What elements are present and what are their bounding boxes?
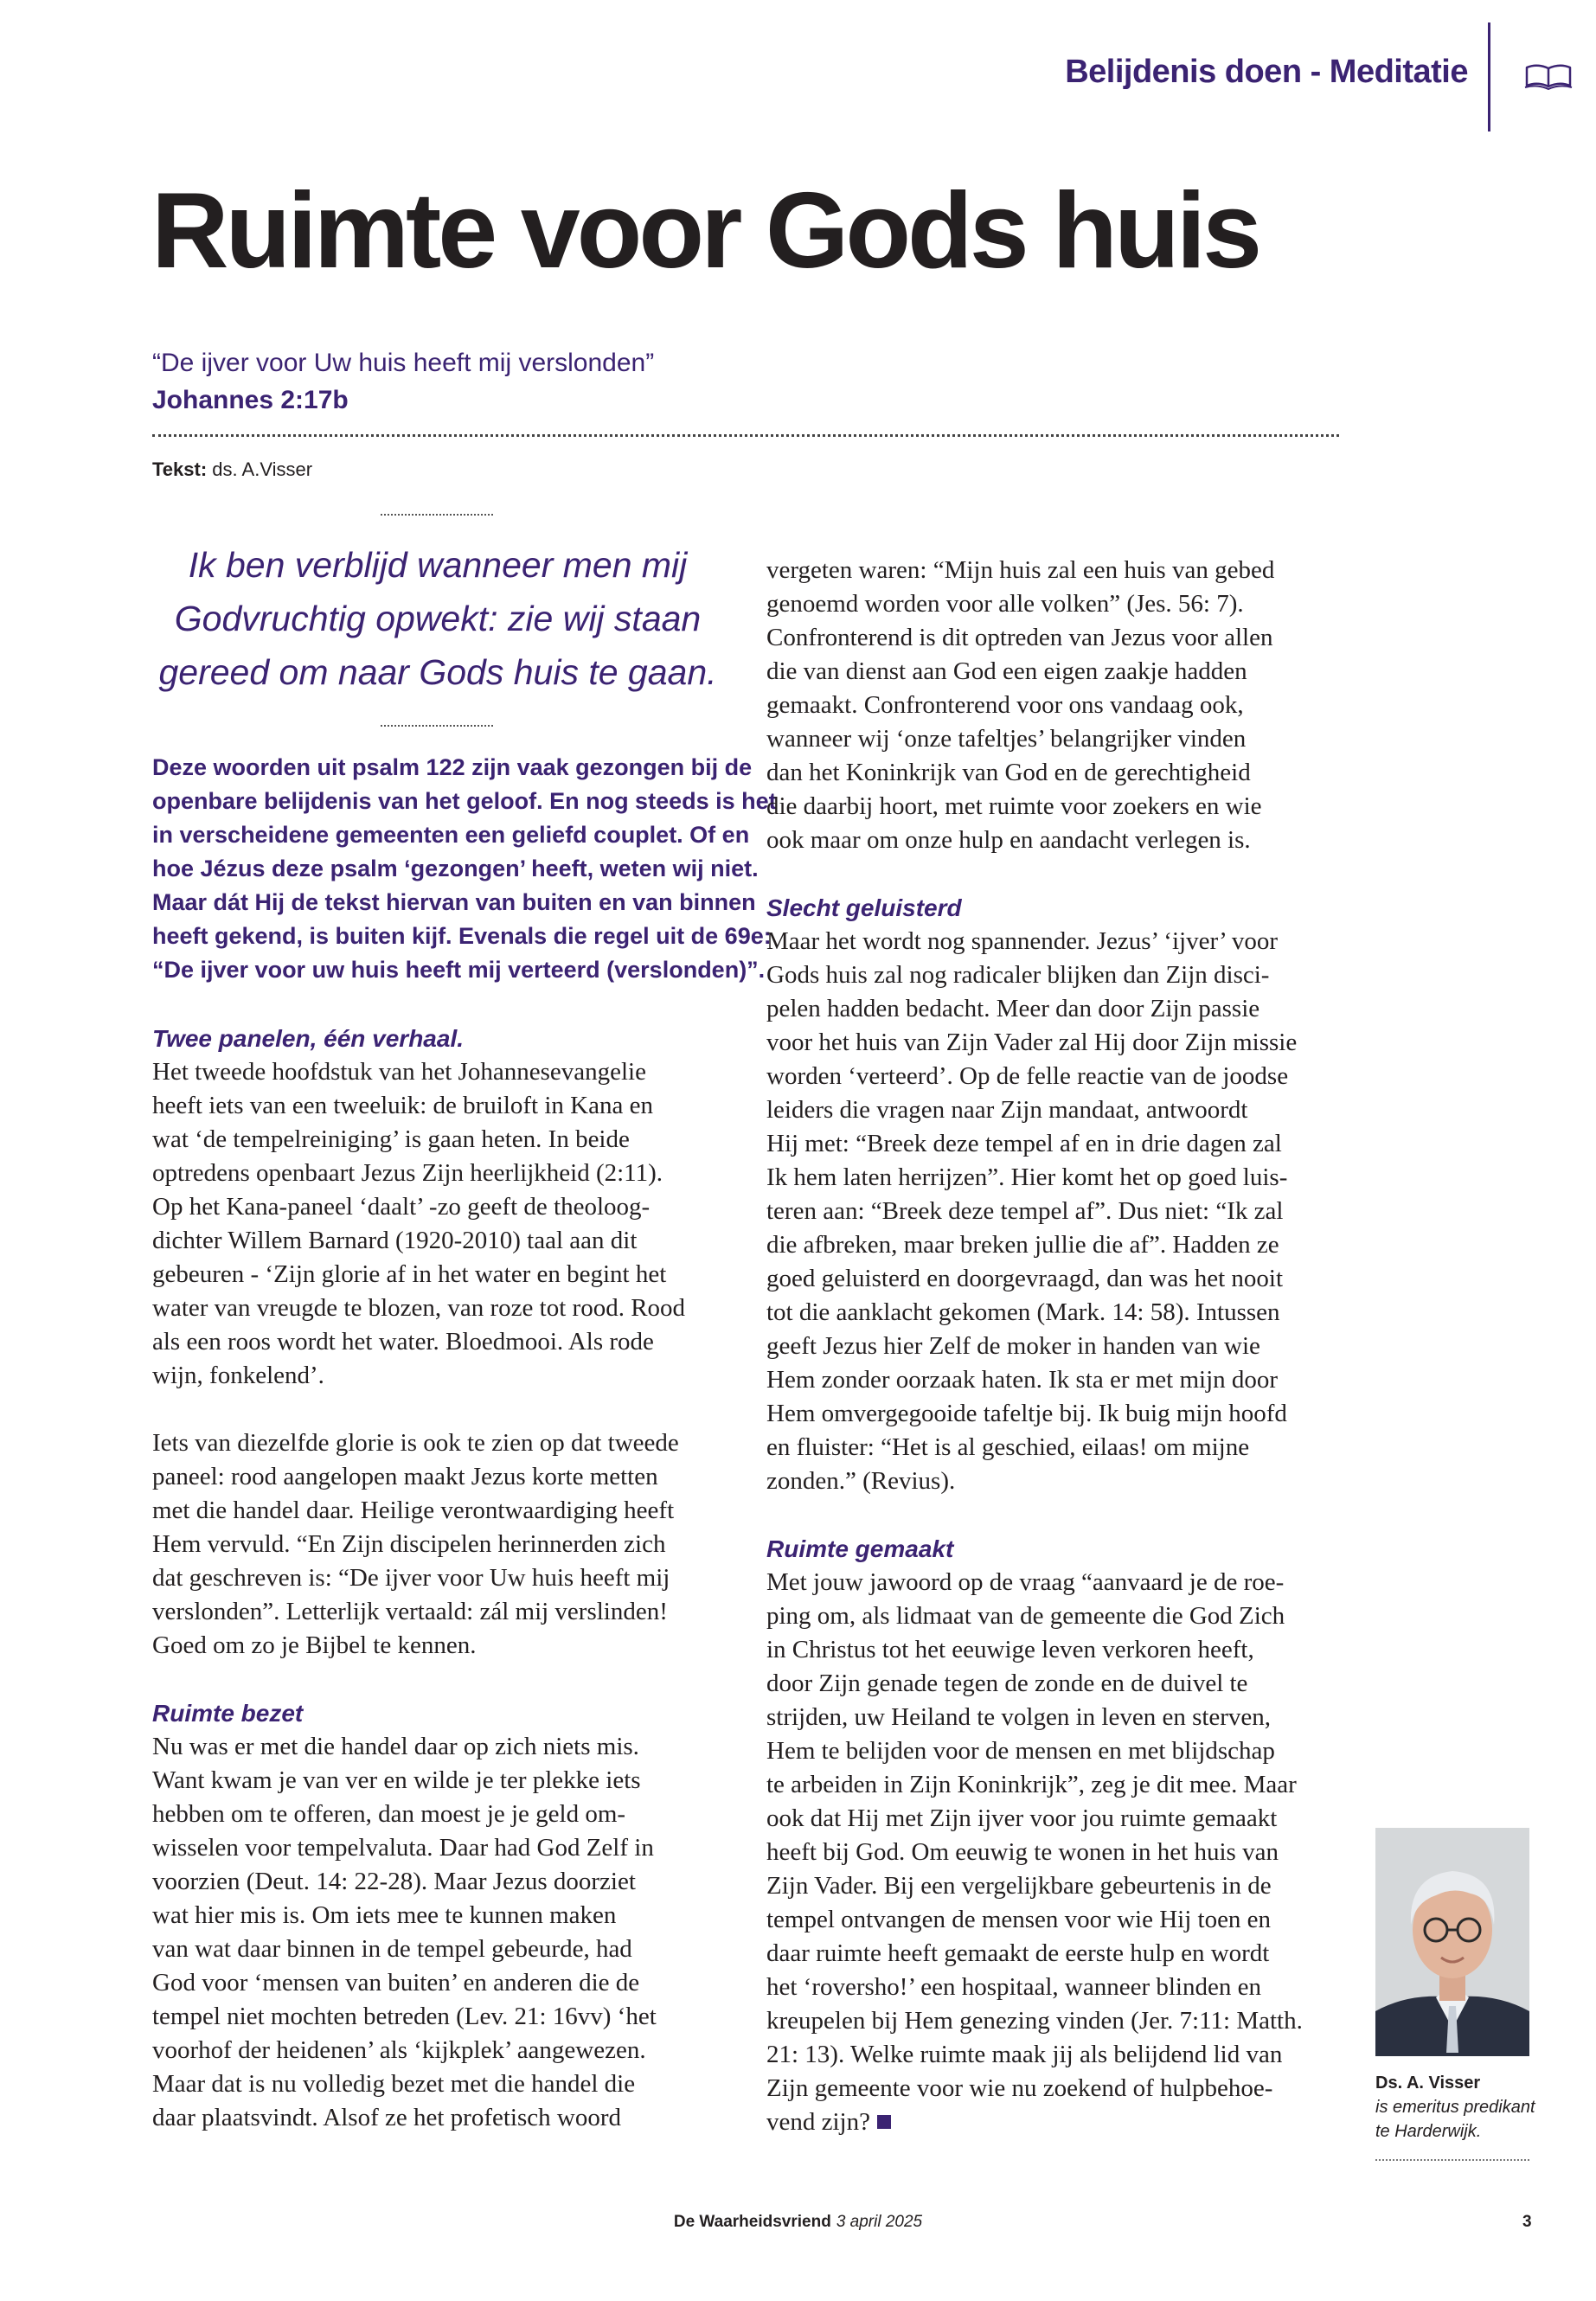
body-line: tempel ontvangen de mensen voor wie Hij toen en [766, 1906, 1272, 1933]
body-line: geeft Jezus hier Zelf de moker in handen van wie [766, 1332, 1260, 1360]
body-line: en fluister: “Het is al geschied, eilaas! om mijne [766, 1433, 1250, 1461]
intro-line: “De ijver voor uw huis heeft mij verteerd (verslonden)”. [152, 957, 766, 983]
body-line: hebben om te offeren, dan moest je je geld om- [152, 1800, 626, 1828]
intro-line: Deze woorden uit psalm 122 zijn vaak gezongen bij de [152, 754, 753, 780]
body-line: dichter Willem Barnard (1920-2010) taal aan dit [152, 1227, 638, 1254]
intro-line: in verscheidene gemeenten een geliefd couplet. Of en [152, 822, 750, 848]
body-line: ook dat Hij met Zijn ijver voor jou ruimte gemaakt [766, 1804, 1278, 1832]
body-line: door Zijn genade tegen de zonde en de duivel te [766, 1670, 1248, 1697]
body-line: tempel niet mochten betreden (Lev. 21: 16vv) ‘het [152, 2003, 657, 2030]
section-label: Belijdenis doen - Meditatie [1065, 54, 1468, 90]
end-mark-icon [877, 2115, 891, 2129]
caption-divider [1375, 2159, 1529, 2161]
body-line: dan het Koninkrijk van God en de gerechtigheid [766, 759, 1251, 786]
body-line: water van vreugde te blozen, van roze tot rood. Rood [152, 1294, 686, 1322]
body-line: ook maar om onze hulp en aandacht verlegen is. [766, 826, 1251, 854]
pullquote-bottom-dots [381, 725, 493, 727]
intro-line: hoe Jézus deze psalm ‘gezongen’ heeft, weten wij niet. [152, 856, 759, 881]
body-line: 21: 13). Welke ruimte maak jij als belijdend lid van [766, 2041, 1283, 2068]
page-footer [0, 2213, 1596, 2232]
body-line: Maar dat is nu volledig bezet met die handel die [152, 2070, 636, 2098]
body-line: Hij met: “Breek deze tempel af en in drie dagen zal [766, 1130, 1282, 1157]
body-line: Gods huis zal nog radicaler blijken dan Zijn disci- [766, 961, 1270, 989]
author-name: Ds. A. Visser [1375, 2073, 1481, 2093]
body-line-last [766, 2106, 1303, 2139]
byline [152, 458, 312, 481]
article-title: Ruimte voor Gods huis [151, 171, 1259, 291]
open-book-icon [1524, 62, 1573, 90]
body-line: daar ruimte heeft gemaakt de eerste hulp en wordt [766, 1939, 1270, 1967]
section-heading: Ruimte gemaakt [766, 1535, 954, 1562]
pullquote-line: Ik ben verblijd wanneer men mij [188, 545, 688, 585]
body-line: genoemd worden voor alle volken” (Jes. 56: 7). [766, 590, 1244, 618]
body-line: voorhof der heidenen’ als ‘kijkplek’ aangewezen. [152, 2036, 646, 2064]
body-line: met die handel daar. Heilige verontwaardiging heeft [152, 1497, 675, 1524]
body-line: tot die aanklacht gekomen (Mark. 14: 58). Intussen [766, 1298, 1280, 1326]
body-line: te arbeiden in Zijn Koninkrijk”, zeg je dit mee. Maar [766, 1771, 1297, 1798]
body-line: Zijn gemeente voor wie nu zoekend of hulpbehoe- [766, 2074, 1273, 2102]
right-column [766, 554, 1303, 2139]
intro-paragraph [152, 751, 777, 987]
body-line: als een roos wordt het water. Bloedmooi. Als rode [152, 1328, 654, 1356]
left-column [152, 1022, 685, 2135]
body-line: ping om, als lidmaat van de gemeente die God Zich [766, 1602, 1285, 1630]
body-line: Hem te belijden voor de mensen en met blijdschap [766, 1737, 1275, 1765]
body-line: in Christus tot het eeuwige leven verkoren heeft, [766, 1636, 1254, 1663]
body-line: van wat daar binnen in de tempel gebeurde, had [152, 1935, 632, 1963]
byline-label: Tekst: [152, 458, 208, 480]
body-line: pelen hadden bedacht. Meer dan door Zijn passie [766, 995, 1260, 1022]
body-line: wanneer wij ‘onze tafeltjes’ belangrijker vinden [766, 725, 1247, 753]
author-role: is emeritus predikant [1375, 2098, 1535, 2117]
body-line: Goed om zo je Bijbel te kennen. [152, 1631, 477, 1659]
body-line: verslonden”. Letterlijk vertaald: zál mij verslinden! [152, 1598, 668, 1625]
body-line: die afbreken, maar breken jullie die af”. Hadden ze [766, 1231, 1279, 1259]
body-line: Want kwam je van ver en wilde je ter plekke iets [152, 1766, 641, 1794]
body-line: Nu was er met die handel daar op zich niets mis. [152, 1733, 639, 1760]
section-heading: Slecht geluisterd [766, 894, 962, 921]
body-line: God voor ‘mensen van buiten’ en anderen die de [152, 1969, 640, 1997]
body-line: leiders die vragen naar Zijn mandaat, antwoordt [766, 1096, 1248, 1124]
page-number: 3 [1522, 2213, 1532, 2231]
body-line: teren aan: “Breek deze tempel af”. Dus niet: “Ik zal [766, 1197, 1284, 1225]
body-line: dat geschreven is: “De ijver voor Uw huis heeft mij [152, 1564, 670, 1592]
body-line-text: vend zijn? [766, 2108, 870, 2136]
body-line: die van dienst aan God een eigen zaakje hadden [766, 657, 1247, 685]
body-line: Iets van diezelfde glorie is ook te zien op dat tweede [152, 1429, 679, 1457]
body-line: die daarbij hoort, met ruimte voor zoekers en wie [766, 792, 1262, 820]
pullquote-top-dots [381, 514, 493, 516]
section-heading: Ruimte bezet [152, 1700, 304, 1727]
author-location: te Harderwijk. [1375, 2122, 1482, 2141]
body-line: Confronterend is dit optreden van Jezus voor allen [766, 624, 1273, 651]
pullquote [152, 538, 723, 699]
body-line: wat ‘de tempelreiniging’ is gaan heten. In beide [152, 1125, 630, 1153]
body-line: vergeten waren: “Mijn huis zal een huis van gebed [766, 556, 1275, 584]
pullquote-line: gereed om naar Gods huis te gaan. [158, 652, 717, 692]
body-line: gebeuren - ‘Zijn glorie af in het water en begint het [152, 1260, 667, 1288]
dotted-divider [152, 434, 1339, 437]
author-photo [1375, 1828, 1529, 2056]
body-line: voor het huis van Zijn Vader zal Hij door Zijn missie [766, 1029, 1298, 1056]
body-line: Met jouw jawoord op de vraag “aanvaard je de roe- [766, 1568, 1285, 1596]
body-line: Hem zonder oorzaak haten. Ik sta er met mijn door [766, 1366, 1279, 1394]
body-line: worden ‘verteerd’. Op de felle reactie van de joodse [766, 1062, 1289, 1090]
body-line: Ik hem laten herrijzen”. Hier komt het op goed luis- [766, 1163, 1288, 1191]
body-line: Het tweede hoofdstuk van het Johannesevangelie [152, 1058, 646, 1086]
body-line: Zijn Vader. Bij een vergelijkbare gebeurtenis in de [766, 1872, 1272, 1900]
body-line: strijden, uw Heiland te volgen in leven en sterven, [766, 1703, 1272, 1731]
intro-line: openbare belijdenis van het geloof. En nog steeds is het [152, 788, 777, 814]
body-line: wijn, fonkelend’. [152, 1362, 324, 1389]
body-line: Op het Kana-paneel ‘daalt’ -zo geeft de theoloog- [152, 1193, 651, 1221]
intro-line: Maar dát Hij de tekst hiervan van buiten en van binnen [152, 889, 756, 915]
body-line: heeft bij God. Om eeuwig te wonen in het huis van [766, 1838, 1279, 1866]
body-line: wat hier mis is. Om iets mee te kunnen maken [152, 1901, 617, 1929]
issue-date: 3 april 2025 [836, 2213, 923, 2231]
body-line: Maar het wordt nog spannender. Jezus’ ‘ijver’ voor [766, 927, 1279, 955]
body-line: gemaakt. Confronterend voor ons vandaag ook, [766, 691, 1244, 719]
body-line: goed geluisterd en doorgevraagd, dan was het nooit [766, 1265, 1284, 1292]
pullquote-line: Godvruchtig opwekt: zie wij staan [174, 599, 702, 638]
body-line: voorzien (Deut. 14: 22-28). Maar Jezus doorziet [152, 1868, 636, 1895]
byline-author: ds. A.Visser [212, 458, 313, 480]
body-line: kreupelen bij Hem genezing vinden (Jer. 7:11: Matth. [766, 2007, 1303, 2035]
body-line: optredens openbaart Jezus Zijn heerlijkheid (2:11). [152, 1159, 663, 1187]
body-line: daar plaatsvindt. Alsof ze het profetisch woord [152, 2104, 621, 2131]
body-line: Hem omvergegooide tafeltje bij. Ik buig mijn hoofd [766, 1400, 1287, 1427]
body-line: Hem vervuld. “En Zijn discipelen herinnerden zich [152, 1530, 666, 1558]
author-caption [1375, 2071, 1548, 2144]
bible-quote: “De ijver voor Uw huis heeft mij verslonden” [152, 349, 655, 377]
body-line: heeft iets van een tweeluik: de bruiloft in Kana en [152, 1092, 653, 1119]
body-line: zonden.” (Revius). [766, 1467, 956, 1495]
magazine-name: De Waarheidsvriend [673, 2213, 831, 2231]
body-line: het ‘roversho!’ een hospitaal, wanneer blinden en [766, 1973, 1261, 2001]
intro-line: heeft gekend, is buiten kijf. Evenals die regel uit de 69e: [152, 923, 772, 949]
section-heading: Twee panelen, één verhaal. [152, 1025, 465, 1052]
body-line: wisselen voor tempelvaluta. Daar had God Zelf in [152, 1834, 654, 1862]
bible-reference: Johannes 2:17b [152, 386, 349, 414]
body-line: paneel: rood aangelopen maakt Jezus korte metten [152, 1463, 658, 1490]
header-divider [1488, 22, 1490, 131]
